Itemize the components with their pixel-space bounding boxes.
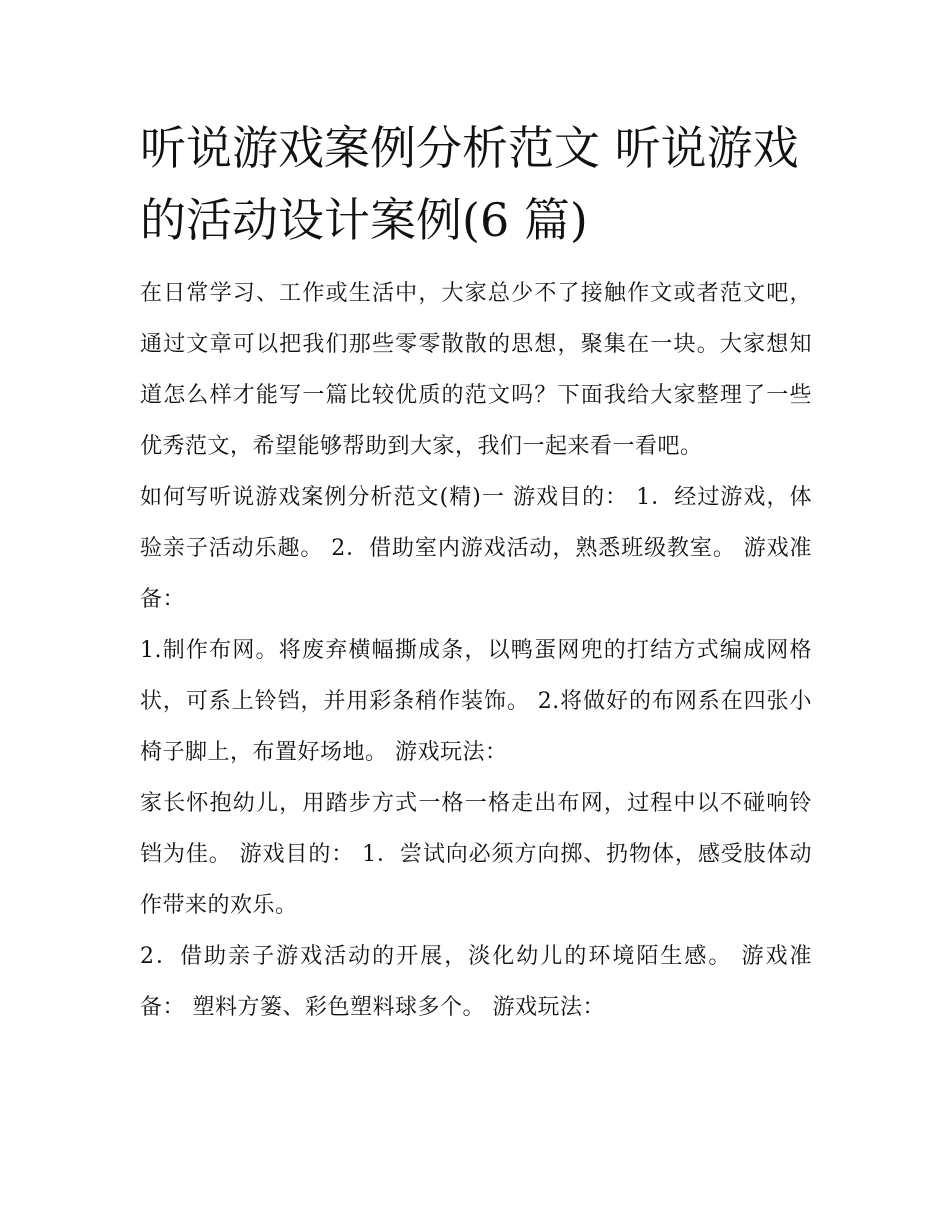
paragraph-net-preparation: 1.制作布网。将废弃横幅撕成条，以鸭蛋网兜的打结方式编成网格状，可系上铃铛，并用彩条稍作装饰。 2.将做好的布网系在四张小椅子脚上，布置好场地。 游戏玩法： <box>140 638 812 765</box>
document-page <box>140 112 812 1033</box>
paragraph-ball-game: 2．借助亲子游戏活动的开展，淡化幼儿的环境陌生感。 游戏准备： 塑料方篓、彩色塑料球多个。 游戏玩法： <box>140 944 812 1020</box>
paragraph-net-gameplay: 家长怀抱幼儿，用踏步方式一格一格走出布网，过程中以不碰响铃铛为佳。 游戏目的： 1．尝试向必须方向掷、扔物体，感受肢体动作带来的欢乐。 <box>140 791 812 918</box>
document-title: 听说游戏案例分析范文 听说游戏的活动设计案例(6 篇) <box>140 121 799 247</box>
paragraph-intro: 在日常学习、工作或生活中，大家总少不了接触作文或者范文吧，通过文章可以把我们那些零零散散的思想，聚集在一块。大家想知道怎么样才能写一篇比较优质的范文吗？下面我给大家整理了一些优秀范文，希望能够帮助到大家，我们一起来看一看吧。 <box>140 281 812 459</box>
paragraph-game-one: 如何写听说游戏案例分析范文(精)一 游戏目的： 1．经过游戏，体验亲子活动乐趣。 2．借助室内游戏活动，熟悉班级教室。 游戏准备： <box>140 485 812 612</box>
